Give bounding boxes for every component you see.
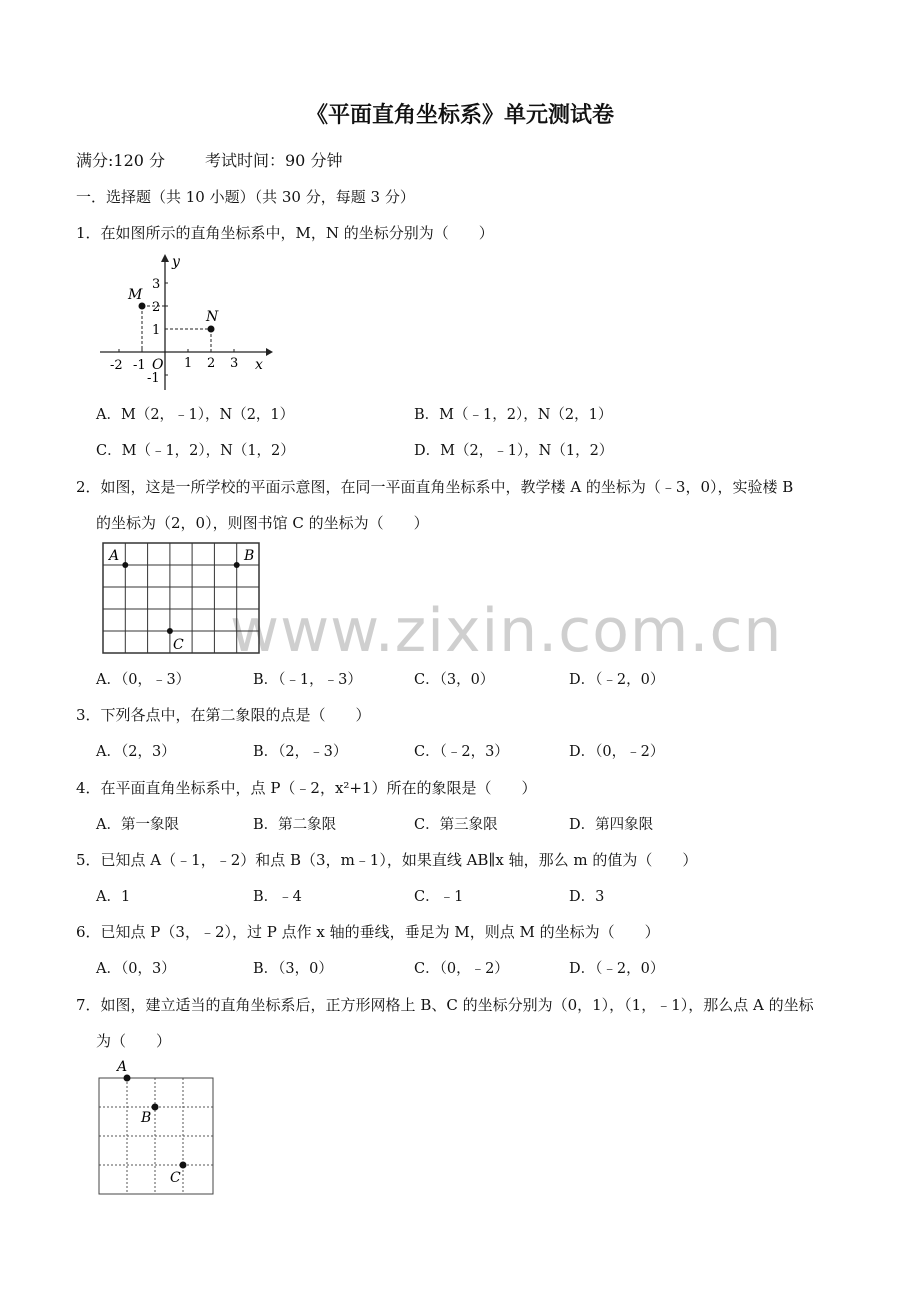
q5-option-d[interactable]: D．3 (569, 889, 605, 905)
label-b: B (244, 548, 255, 564)
figure-3-square-grid (94, 1058, 219, 1198)
point-a (122, 562, 128, 568)
q6-option-d[interactable]: D．（﹣2，0） (569, 961, 665, 977)
question-6-stem: 6．已知点 P（3，﹣2），过 P 点作 x 轴的垂线，垂足为 M，则点 M 的坐标为（ ） (76, 923, 660, 941)
q1-option-b[interactable]: B．M（﹣1，2），N（2，1） (414, 407, 613, 423)
y-axis-arrow (161, 254, 169, 262)
label-m: M (128, 287, 143, 303)
x-tick: 2 (207, 356, 216, 371)
question-1-stem: 1．在如图所示的直角坐标系中，M，N 的坐标分别为（ ） (76, 224, 494, 242)
full-score: 满分:120 分 (76, 151, 166, 170)
point-c (180, 1162, 187, 1169)
x-tick: 1 (184, 356, 193, 371)
question-3-stem: 3．下列各点中，在第二象限的点是（ ） (76, 706, 371, 724)
q4-option-c[interactable]: C．第三象限 (414, 817, 498, 833)
q4-option-d[interactable]: D．第四象限 (569, 817, 654, 833)
q5-option-b[interactable]: B．﹣4 (253, 889, 302, 905)
point-b (234, 562, 240, 568)
q3-option-c[interactable]: C．（﹣2，3） (414, 744, 509, 760)
y-tick: 2 (152, 300, 161, 315)
q3-option-a[interactable]: A．（2，3） (96, 744, 176, 760)
label-c: C (173, 637, 184, 653)
q5-option-c[interactable]: C．﹣1 (414, 889, 464, 905)
q2-option-c[interactable]: C．（3，0） (414, 672, 495, 688)
figure-1-coordinate-plane (96, 250, 276, 395)
point-a (124, 1075, 131, 1082)
question-7-stem-cont: 为（ ） (96, 1032, 172, 1050)
y-tick: 1 (152, 323, 161, 338)
figure-2-school-grid (100, 540, 265, 658)
page-title: 《平面直角坐标系》单元测试卷 (305, 103, 614, 128)
q2-option-d[interactable]: D．（﹣2，0） (569, 672, 665, 688)
q2-option-a[interactable]: A．（0，﹣3） (96, 672, 191, 688)
q3-option-d[interactable]: D．（0，﹣2） (569, 744, 665, 760)
q6-option-a[interactable]: A．（0，3） (96, 961, 176, 977)
q1-option-d[interactable]: D．M（2，﹣1），N（1，2） (414, 443, 614, 459)
question-4-stem: 4．在平面直角坐标系中，点 P（﹣2，x²+1）所在的象限是（ ） (76, 779, 537, 797)
point-m (139, 303, 146, 310)
q6-option-c[interactable]: C．（0，﹣2） (414, 961, 509, 977)
q1-option-c[interactable]: C．M（﹣1，2），N（1，2） (96, 443, 295, 459)
x-tick: -2 (110, 358, 123, 373)
q6-option-b[interactable]: B．（3，0） (253, 961, 333, 977)
watermark-text: www.zixin.com.cn (230, 596, 783, 666)
origin-label: O (152, 357, 164, 373)
label-a: A (117, 1059, 128, 1075)
x-axis-arrow (266, 348, 273, 356)
question-5-stem: 5．已知点 A（﹣1，﹣2）和点 B（3，m﹣1），如果直线 AB∥x 轴，那么 m 的值为（ ） (76, 851, 698, 869)
q4-option-a[interactable]: A．第一象限 (96, 817, 179, 833)
label-c: C (170, 1170, 181, 1186)
q4-option-b[interactable]: B．第二象限 (253, 817, 337, 833)
y-axis-label: y (172, 254, 180, 270)
q5-option-a[interactable]: A．1 (96, 889, 131, 905)
question-2-stem-cont: 的坐标为（2，0），则图书馆 C 的坐标为（ ） (96, 514, 429, 532)
label-a: A (109, 548, 120, 564)
x-tick: 3 (230, 356, 239, 371)
exam-time: 考试时间：90 分钟 (205, 151, 343, 170)
q1-option-a[interactable]: A．M（2，﹣1），N（2，1） (96, 407, 295, 423)
y-tick: -1 (147, 371, 160, 386)
question-2-stem: 2．如图，这是一所学校的平面示意图，在同一平面直角坐标系中，教学楼 A 的坐标为（﹣3，0），实验楼 B (76, 478, 794, 496)
q2-option-b[interactable]: B．（﹣1，﹣3） (253, 672, 362, 688)
x-axis-label: x (255, 357, 263, 373)
point-n (208, 326, 215, 333)
x-tick: -1 (133, 358, 146, 373)
section-heading: 一．选择题（共 10 小题）（共 30 分，每题 3 分） (76, 188, 415, 206)
point-c (167, 628, 173, 634)
q3-option-b[interactable]: B．（2，﹣3） (253, 744, 348, 760)
y-tick: 3 (152, 277, 161, 292)
point-b (152, 1104, 159, 1111)
label-b: B (141, 1110, 152, 1126)
label-n: N (206, 309, 219, 325)
question-7-stem: 7．如图，建立适当的直角坐标系后，正方形网格上 B、C 的坐标分别为（0，1），（1，﹣1），那么点 A 的坐标 (76, 996, 814, 1014)
